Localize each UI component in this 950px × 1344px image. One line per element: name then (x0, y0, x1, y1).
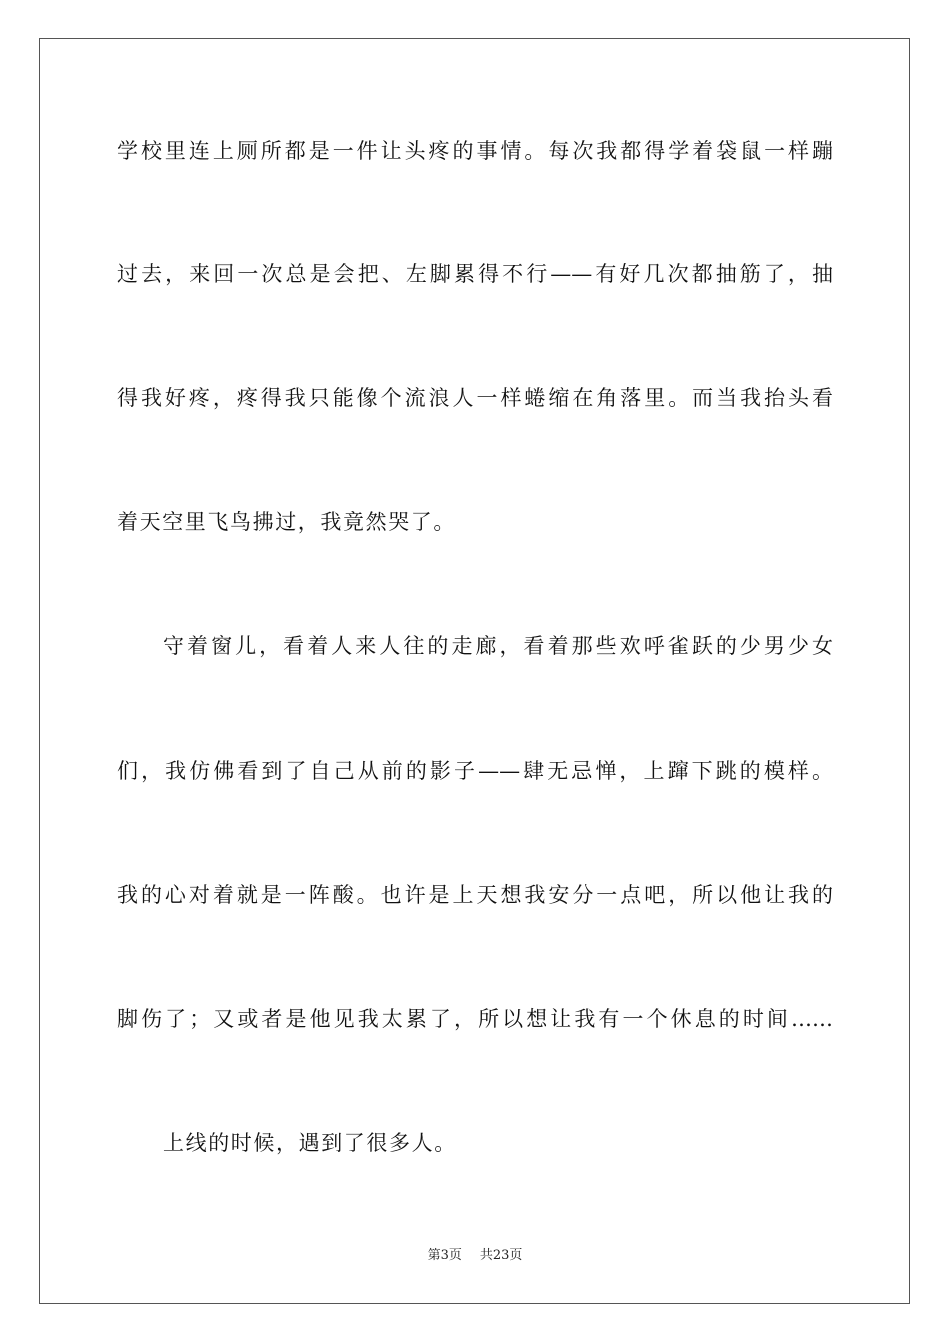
text-line-5: 守着窗儿，看着人来人往的走廊，看着那些欢呼雀跃的少男少女 (163, 634, 833, 658)
page-footer (0, 1247, 950, 1265)
page-total: 共23页 (479, 1248, 523, 1263)
text-line-9: 上线的时候，遇到了很多人。 (163, 1131, 457, 1155)
page-frame (39, 38, 910, 1304)
text-line-4: 着天空里飞鸟拂过，我竟然哭了。 (117, 510, 456, 534)
text-line-8: 脚伤了；又或者是他见我太累了，所以想让我有一个休息的时间…… (117, 1007, 833, 1031)
page-number: 第3页 (427, 1248, 462, 1263)
text-line-1: 学校里连上厕所都是一件让头疼的事情。每次我都得学着袋鼠一样蹦 (117, 139, 833, 163)
text-line-7: 我的心对着就是一阵酸。也许是上天想我安分一点吧，所以他让我的 (117, 883, 833, 907)
text-line-2: 过去，来回一次总是会把、左脚累得不行——有好几次都抽筋了，抽 (117, 262, 833, 286)
text-line-6: 们，我仿佛看到了自己从前的影子——肆无忌惮，上蹿下跳的模样。 (117, 759, 833, 783)
text-line-3: 得我好疼，疼得我只能像个流浪人一样蜷缩在角落里。而当我抬头看 (117, 386, 833, 410)
